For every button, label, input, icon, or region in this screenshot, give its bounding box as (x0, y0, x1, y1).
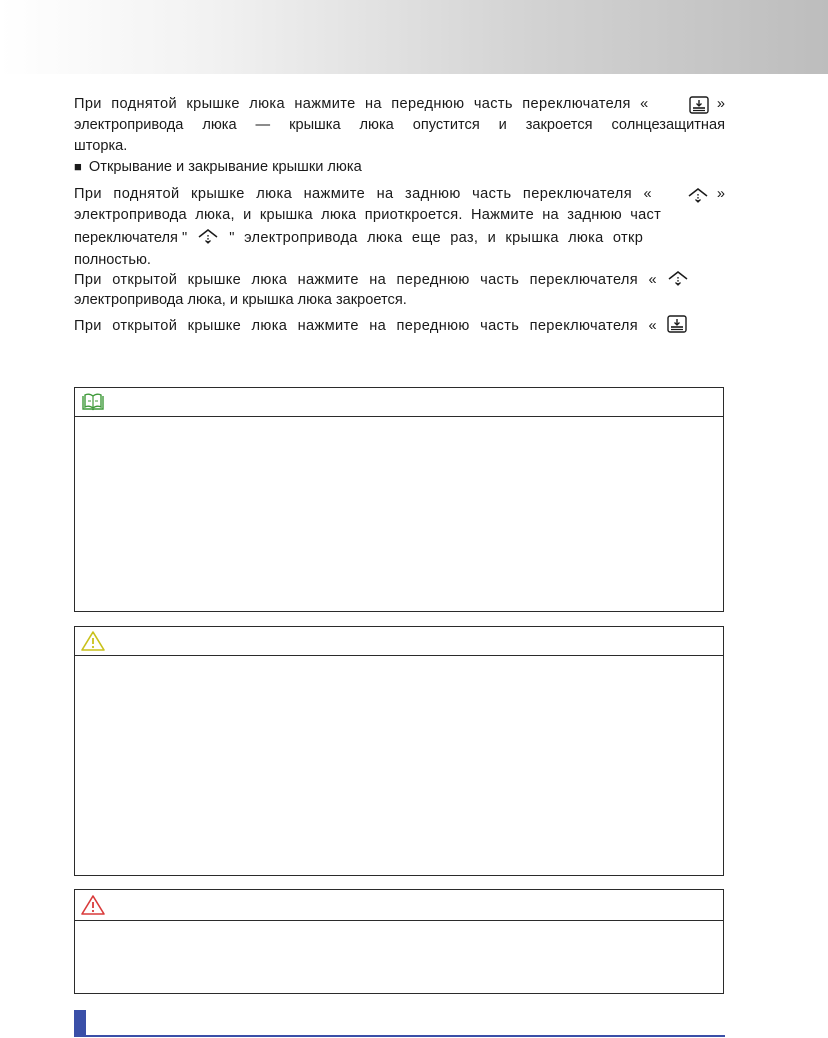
caution-box (74, 626, 724, 876)
warning-box-header (75, 890, 723, 921)
sunroof-tilt-switch-icon (667, 269, 689, 287)
paragraph-4 (74, 315, 725, 336)
open-book-icon (80, 392, 106, 412)
paragraph-3 (74, 269, 725, 311)
caution-triangle-icon (80, 630, 106, 652)
heading-text: Открывание и закрывание крышки люка (88, 159, 362, 175)
warning-triangle-icon (80, 894, 106, 916)
warning-box (74, 889, 724, 994)
p2-line1-text: При поднятой крышке люка нажмите на заднюю часть переключателя « (74, 186, 652, 202)
warning-box-body (75, 921, 723, 993)
note-box-body (75, 417, 723, 611)
paragraph-1 (74, 94, 725, 157)
section-marker (74, 1010, 86, 1037)
p2-line3: переключателя " " электропривода люка еще раз, и крышка люка откр (74, 226, 725, 250)
sunroof-tilt-switch-icon (197, 227, 219, 245)
p2-line2: электропривода люка, и крышка люка приоткроется. Нажмите на заднюю част (74, 207, 662, 223)
section-footer-bar (74, 1010, 725, 1038)
note-box-header (75, 388, 723, 417)
caution-box-body (75, 656, 723, 875)
sunroof-close-switch-icon (689, 96, 709, 114)
note-box (74, 387, 724, 612)
page-header-band (0, 0, 828, 74)
caution-box-header (75, 627, 723, 656)
p2-line1-close-quote: » (716, 186, 725, 202)
p1-line3: шторка. (74, 138, 128, 154)
section-heading (74, 156, 725, 177)
p3-line2: электропривода люка, и крышка люка закроется. (74, 292, 407, 308)
p1-line2: электропривода люка — крышка люка опустится и закроется солнцезащитная (74, 117, 725, 133)
sunroof-close-switch-icon (667, 315, 687, 333)
paragraph-2 (74, 184, 725, 271)
sunroof-tilt-switch-icon (687, 186, 709, 204)
p2-line4: полностью. (74, 252, 151, 268)
heading-marker: ■ (74, 159, 82, 174)
section-divider (74, 1035, 725, 1037)
p4-line1-text: При открытой крышке люка нажмите на переднюю часть переключателя « (74, 318, 657, 334)
p1-line1-close-quote: » (716, 96, 725, 112)
p1-line1-text: При поднятой крышке люка нажмите на переднюю часть переключателя « (74, 96, 649, 112)
p3-line1-text: При открытой крышке люка нажмите на переднюю часть переключателя « (74, 272, 657, 288)
